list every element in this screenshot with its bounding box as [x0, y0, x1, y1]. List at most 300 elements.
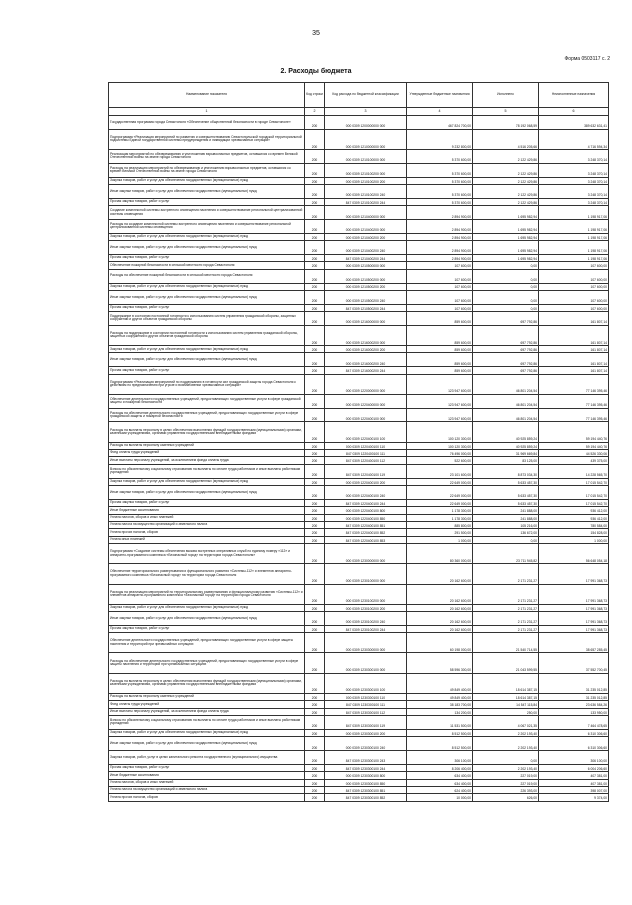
- row-approved-amount: 20 162 600,00: [407, 625, 473, 632]
- row-approved-amount: 20 162 600,00: [407, 584, 473, 604]
- row-unexecuted-amount: 1 198 917,06: [539, 206, 609, 220]
- row-approved-amount: 8 512 500,00: [407, 737, 473, 751]
- row-classification-code: 000 0309 1230300100 200: [325, 729, 407, 736]
- row-name: Расходы на обеспечение деятельности государственных учреждений, предоставляющих государственные услуги в сфере защиты населения и территорий при чрезвычайных ситуациях: [109, 653, 305, 673]
- row-name: Расходы на поддержание в состоянии постоянной готовности к использованию систем управления гражданской обороны, защитных сооружений и других объектов гражданской обороны: [109, 325, 305, 345]
- table-header: [109, 83, 609, 116]
- row-line-code: 200: [305, 653, 325, 673]
- row-name: Иные закупки товаров, работ и услуг для обеспечения государственных (муниципальных) нужд: [109, 353, 305, 367]
- row-executed-amount: 21 540 714,55: [473, 633, 539, 653]
- table-row: [109, 701, 609, 708]
- row-classification-code: 000 0309 1210500200 240: [325, 290, 407, 304]
- table-row: [109, 478, 609, 485]
- row-classification-code: 000 0309 1210100200 000: [325, 163, 407, 177]
- row-approved-amount: 2 894 900,00: [407, 206, 473, 220]
- row-executed-amount: 2 122 429,86: [473, 198, 539, 205]
- row-classification-code: 000 0309 1220400100 240: [325, 485, 407, 499]
- row-line-code: 200: [305, 394, 325, 408]
- row-approved-amount: 859 600,00: [407, 353, 473, 367]
- row-unexecuted-amount: 161 807,14: [539, 312, 609, 326]
- row-approved-amount: 20 162 600,00: [407, 612, 473, 626]
- row-line-code: 200: [305, 499, 325, 506]
- column-number: 3: [325, 108, 407, 116]
- row-classification-code: 847 0309 1220400100 111: [325, 450, 407, 457]
- row-classification-code: 847 0309 1220400100 851: [325, 521, 407, 528]
- row-name: Закупка товаров, работ и услуг для обеспечения государственных (муниципальных) нужд: [109, 233, 305, 240]
- row-approved-amount: 467 824 700,00: [407, 116, 473, 130]
- row-approved-amount: 123 947 600,00: [407, 374, 473, 394]
- row-unexecuted-amount: 59 194 440,76: [539, 442, 609, 449]
- row-unexecuted-amount: 161 807,14: [539, 346, 609, 353]
- row-line-code: 200: [305, 422, 325, 442]
- row-name: Уплата прочих налогов, сборов: [109, 529, 305, 536]
- row-unexecuted-amount: 133 950,00: [539, 708, 609, 715]
- row-executed-amount: 18 614 387,15: [473, 673, 539, 693]
- row-classification-code: 000 0309 1216000200 200: [325, 346, 407, 353]
- table-row: [109, 394, 609, 408]
- row-executed-amount: 2 171 231,27: [473, 604, 539, 611]
- row-line-code: 200: [305, 786, 325, 793]
- row-classification-code: 000 0309 1220400100 100: [325, 422, 407, 442]
- row-unexecuted-amount: 17 991 368,73: [539, 604, 609, 611]
- row-classification-code: 000 0309 1216000000 000: [325, 312, 407, 326]
- row-classification-code: 847 0309 1230300100 111: [325, 701, 407, 708]
- table-row: [109, 584, 609, 604]
- row-name: Расходы на обеспечение пожарной безопасности в сельской местности города Севастополя: [109, 269, 305, 283]
- table-row: [109, 786, 609, 793]
- row-line-code: 200: [305, 544, 325, 564]
- row-line-code: 200: [305, 564, 325, 584]
- row-line-code: 200: [305, 374, 325, 394]
- row-line-code: 200: [305, 457, 325, 464]
- row-name: Иные бюджетные ассигнования: [109, 507, 305, 514]
- row-executed-amount: 227 019,00: [473, 772, 539, 779]
- row-classification-code: 000 0309 1230000000 000: [325, 544, 407, 564]
- row-unexecuted-amount: 17 015 542,70: [539, 499, 609, 506]
- row-name: Уплата прочих налогов, сборов: [109, 794, 305, 801]
- table-row: [109, 219, 609, 233]
- table-row: [109, 485, 609, 499]
- row-approved-amount: 634 400,00: [407, 779, 473, 786]
- row-unexecuted-amount: 107 600,00: [539, 283, 609, 290]
- row-executed-amount: 2 202 193,40: [473, 764, 539, 771]
- table-row: [109, 184, 609, 198]
- row-classification-code: 000 0309 1230100200 000: [325, 584, 407, 604]
- row-unexecuted-amount: 1 198 917,06: [539, 219, 609, 233]
- row-name: Иные закупки товаров, работ и услуг для обеспечения государственных (муниципальных) нужд: [109, 737, 305, 751]
- table-row: [109, 116, 609, 130]
- row-name: Иные закупки товаров, работ и услуг для обеспечения государственных (муниципальных) нужд: [109, 241, 305, 255]
- row-unexecuted-amount: 161 807,14: [539, 367, 609, 374]
- row-unexecuted-amount: 77 146 395,46: [539, 374, 609, 394]
- table-row: [109, 536, 609, 543]
- row-unexecuted-amount: 107 600,00: [539, 269, 609, 283]
- row-approved-amount: 100 120 300,00: [407, 442, 473, 449]
- table-row: [109, 254, 609, 261]
- row-unexecuted-amount: 1 000,00: [539, 536, 609, 543]
- row-executed-amount: 4 516 205,66: [473, 129, 539, 149]
- row-unexecuted-amount: 31 235 012,85: [539, 673, 609, 693]
- row-name: Уплата налогов, сборов и иных платежей: [109, 779, 305, 786]
- row-approved-amount: 859 600,00: [407, 346, 473, 353]
- row-line-code: 200: [305, 206, 325, 220]
- row-approved-amount: 624 400,00: [407, 786, 473, 793]
- table-row: [109, 729, 609, 736]
- row-line-code: 200: [305, 507, 325, 514]
- row-classification-code: 000 0309 1230100200 200: [325, 604, 407, 611]
- column-number: 1: [109, 108, 305, 116]
- row-approved-amount: 5 370 600,00: [407, 163, 473, 177]
- column-header-code: Код строки: [305, 83, 325, 108]
- column-header-name: Наименование показателя: [109, 83, 305, 108]
- table-row: [109, 653, 609, 673]
- table-row: [109, 514, 609, 521]
- row-name: Прочая закупка товаров, работ и услуг: [109, 764, 305, 771]
- row-unexecuted-amount: 161 807,14: [539, 325, 609, 345]
- row-line-code: 200: [305, 633, 325, 653]
- row-classification-code: 000 0309 1230300100 800: [325, 772, 407, 779]
- row-approved-amount: 107 600,00: [407, 262, 473, 269]
- section-title: 2. Расходы бюджета: [280, 68, 352, 75]
- row-classification-code: 000 0309 1220000000 000: [325, 374, 407, 394]
- row-line-code: 200: [305, 408, 325, 422]
- row-name: Подпрограмма «Создание системы обеспечения вызова экстренных оперативных служб по единому номеру «112» и аппаратно-программного комплекса «Безопасный город» на территории города Севастополя»: [109, 544, 305, 564]
- row-line-code: 200: [305, 442, 325, 449]
- row-approved-amount: 634 400,00: [407, 772, 473, 779]
- row-executed-amount: 1 695 982,94: [473, 233, 539, 240]
- row-line-code: 200: [305, 708, 325, 715]
- row-unexecuted-amount: 1 198 917,06: [539, 233, 609, 240]
- row-executed-amount: 46 801 204,54: [473, 394, 539, 408]
- row-line-code: 200: [305, 750, 325, 764]
- row-approved-amount: 134 200,00: [407, 708, 473, 715]
- row-name: Иные закупки товаров, работ и услуг для обеспечения государственных (муниципальных) нужд: [109, 485, 305, 499]
- row-line-code: 200: [305, 353, 325, 367]
- row-executed-amount: 0,00: [473, 269, 539, 283]
- row-executed-amount: 0,00: [473, 283, 539, 290]
- row-classification-code: 000 0309 1230300100 110: [325, 693, 407, 700]
- row-classification-code: 847 0309 1230100200 244: [325, 625, 407, 632]
- row-classification-code: 000 0309 1210100000 000: [325, 149, 407, 163]
- table-row: [109, 507, 609, 514]
- row-classification-code: 000 0309 1216000200 000: [325, 325, 407, 345]
- expenditure-table: [108, 82, 609, 802]
- table-row: [109, 367, 609, 374]
- row-unexecuted-amount: 17 991 368,73: [539, 584, 609, 604]
- row-line-code: 200: [305, 233, 325, 240]
- row-classification-code: 000 0309 1230300100 850: [325, 779, 407, 786]
- row-unexecuted-amount: 6 310 306,60: [539, 737, 609, 751]
- row-approved-amount: 2 894 900,00: [407, 254, 473, 261]
- row-classification-code: 000 0309 1220400000 000: [325, 394, 407, 408]
- row-line-code: 200: [305, 529, 325, 536]
- row-approved-amount: 20 162 600,00: [407, 604, 473, 611]
- row-classification-code: 000 0309 1210500200 200: [325, 283, 407, 290]
- row-approved-amount: 522 600,00: [407, 457, 473, 464]
- row-executed-amount: 0,00: [473, 536, 539, 543]
- row-line-code: 200: [305, 737, 325, 751]
- row-classification-code: 847 0309 1230300100 243: [325, 750, 407, 764]
- row-line-code: 200: [305, 116, 325, 130]
- row-line-code: 200: [305, 184, 325, 198]
- row-executed-amount: 2 171 231,27: [473, 612, 539, 626]
- row-name: Закупка товаров, работ и услуг для обеспечения государственных (муниципальных) нужд: [109, 478, 305, 485]
- row-name: Взносы по обязательному социальному страхованию на выплаты по оплате труда работников и иные выплаты работникам учреждений: [109, 716, 305, 730]
- table-row: [109, 129, 609, 149]
- row-executed-amount: 2 171 231,27: [473, 584, 539, 604]
- row-name: Прочая закупка товаров, работ и услуг: [109, 367, 305, 374]
- row-name: Обеспечение деятельности государственных учреждений, предоставляющих государственные услуги в сфере защиты населения и территорий при чрезвычайных ситуациях: [109, 633, 305, 653]
- table-row: [109, 442, 609, 449]
- row-classification-code: 000 0309 1230300100 240: [325, 737, 407, 751]
- row-classification-code: 000 0309 1210100200 240: [325, 184, 407, 198]
- row-unexecuted-amount: 77 146 395,46: [539, 394, 609, 408]
- row-line-code: 200: [305, 794, 325, 801]
- table-row: [109, 450, 609, 457]
- row-name: Закупка товаров, работ, услуг в целях капитального ремонта государственного (муниципального) имущества: [109, 750, 305, 764]
- row-unexecuted-amount: 107 600,00: [539, 304, 609, 311]
- row-executed-amount: 226 393,00: [473, 786, 539, 793]
- table-row: [109, 779, 609, 786]
- row-line-code: 200: [305, 764, 325, 771]
- row-name: Поддержание в состоянии постоянной готовности к использованию систем управления гражданской обороны, защитных сооружений и других объектов гражданской обороны: [109, 312, 305, 326]
- row-classification-code: 000 0309 1230300000 000: [325, 633, 407, 653]
- row-classification-code: 847 0309 1230300100 244: [325, 764, 407, 771]
- table-row: [109, 521, 609, 528]
- row-classification-code: 847 0309 1216000200 244: [325, 367, 407, 374]
- row-executed-amount: 1 695 982,94: [473, 254, 539, 261]
- row-line-code: 200: [305, 701, 325, 708]
- row-unexecuted-amount: 3 248 370,14: [539, 177, 609, 184]
- row-unexecuted-amount: 398 007,00: [539, 786, 609, 793]
- row-approved-amount: 107 600,00: [407, 290, 473, 304]
- table-row: [109, 269, 609, 283]
- table-row: [109, 693, 609, 700]
- row-approved-amount: 100 120 300,00: [407, 422, 473, 442]
- row-approved-amount: 123 947 600,00: [407, 408, 473, 422]
- column-header-unexecuted: Неисполненные назначения: [539, 83, 609, 108]
- row-line-code: 200: [305, 254, 325, 261]
- row-name: Закупка товаров, работ и услуг для обеспечения государственных (муниципальных) нужд: [109, 729, 305, 736]
- column-header-approved: Утвержденные бюджетные назначения: [407, 83, 473, 108]
- column-number: 4: [407, 108, 473, 116]
- row-name: Взносы по обязательному социальному страхованию на выплаты по оплате труда работников и иные выплаты работникам учреждений: [109, 464, 305, 478]
- row-unexecuted-amount: 936 412,00: [539, 507, 609, 514]
- row-executed-amount: 697 792,86: [473, 367, 539, 374]
- row-executed-amount: 4 067 021,35: [473, 716, 539, 730]
- row-executed-amount: 31 969 669,84: [473, 450, 539, 457]
- row-executed-amount: 14 547 115,84: [473, 701, 539, 708]
- row-line-code: 200: [305, 346, 325, 353]
- row-classification-code: 847 0309 1220400100 244: [325, 499, 407, 506]
- row-classification-code: 000 0309 1210400200 200: [325, 233, 407, 240]
- row-unexecuted-amount: 3 248 370,14: [539, 184, 609, 198]
- row-name: Государственная программа города Севастополя «Обеспечение общественной безопасности в городе Севастополе»: [109, 116, 305, 130]
- row-unexecuted-amount: 77 146 395,46: [539, 408, 609, 422]
- row-executed-amount: 697 792,86: [473, 353, 539, 367]
- row-executed-amount: 626,00: [473, 794, 539, 801]
- row-name: Реализация мероприятий по обезвреживанию и уничтожению взрывоопасных предметов, оставшихся со времен Великой Отечественной войны на земле города Севастополя: [109, 149, 305, 163]
- row-unexecuted-amount: 17 991 368,73: [539, 564, 609, 584]
- row-classification-code: 000 0309 1220400100 000: [325, 408, 407, 422]
- row-approved-amount: 22 649 000,00: [407, 485, 473, 499]
- row-name: Иные бюджетные ассигнования: [109, 772, 305, 779]
- row-executed-amount: 8 873 034,30: [473, 464, 539, 478]
- table-row: [109, 206, 609, 220]
- row-line-code: 200: [305, 325, 325, 345]
- row-executed-amount: 697 792,86: [473, 312, 539, 326]
- row-name: Расходы на обеспечение деятельности государственных учреждений, предоставляющих государственные услуги в сфере гражданской защиты и пожарной безопасности: [109, 408, 305, 422]
- row-line-code: 200: [305, 312, 325, 326]
- row-name: Расходы на выплаты персоналу в целях обеспечения выполнения функций государственными (муниципальными) органами, казенными учреждениями, органами управления государственными внебюджетными фондами: [109, 673, 305, 693]
- table-row: [109, 163, 609, 177]
- row-name: Иные закупки товаров, работ и услуг для обеспечения государственных (муниципальных) нужд: [109, 612, 305, 626]
- row-name: Иные выплаты персоналу учреждений, за исключением фонда оплаты труда: [109, 708, 305, 715]
- row-line-code: 200: [305, 521, 325, 528]
- row-approved-amount: 107 600,00: [407, 269, 473, 283]
- row-executed-amount: 21 043 599,55: [473, 653, 539, 673]
- row-classification-code: 000 0309 1200000000 000: [325, 116, 407, 130]
- row-name: Обеспечение пожарной безопасности в сельской местности города Севастополя: [109, 262, 305, 269]
- row-executed-amount: 2 202 193,40: [473, 729, 539, 736]
- table-row: [109, 353, 609, 367]
- row-classification-code: 847 0309 1230300100 852: [325, 794, 407, 801]
- row-unexecuted-amount: 9 374,00: [539, 794, 609, 801]
- row-approved-amount: 885 800,00: [407, 521, 473, 528]
- row-executed-amount: 241 888,00: [473, 507, 539, 514]
- row-unexecuted-amount: 14 228 565,70: [539, 464, 609, 478]
- row-line-code: 200: [305, 163, 325, 177]
- row-unexecuted-amount: 6 004 206,60: [539, 764, 609, 771]
- row-approved-amount: 58 596 300,00: [407, 653, 473, 673]
- row-line-code: 200: [305, 241, 325, 255]
- row-name: Обеспечение территориального развертывания и функционального развития «Системы-112» и элементов аппаратно-программного комплекса «Безопасный город» на территории города Севастополя: [109, 564, 305, 584]
- row-unexecuted-amount: 17 991 368,73: [539, 625, 609, 632]
- row-classification-code: 000 0309 1220400100 800: [325, 507, 407, 514]
- row-name: Фонд оплаты труда учреждений: [109, 450, 305, 457]
- row-name: Прочая закупка товаров, работ и услуг: [109, 198, 305, 205]
- row-executed-amount: 2 171 231,27: [473, 564, 539, 584]
- table-row: [109, 625, 609, 632]
- row-unexecuted-amount: 439 375,00: [539, 457, 609, 464]
- row-name: Расходы на выплаты персоналу казенных учреждений: [109, 693, 305, 700]
- table-row: [109, 544, 609, 564]
- row-line-code: 200: [305, 219, 325, 233]
- row-line-code: 200: [305, 514, 325, 521]
- row-approved-amount: 1 178 300,00: [407, 507, 473, 514]
- row-name: Прочая закупка товаров, работ и услуг: [109, 304, 305, 311]
- column-number: 6: [539, 108, 609, 116]
- row-executed-amount: 136 672,00: [473, 529, 539, 536]
- table-row: [109, 633, 609, 653]
- row-unexecuted-amount: 306 100,00: [539, 750, 609, 764]
- row-executed-amount: 46 801 204,54: [473, 374, 539, 394]
- row-classification-code: 847 0309 1210100200 244: [325, 198, 407, 205]
- table-row: [109, 529, 609, 536]
- row-executed-amount: 2 122 429,86: [473, 177, 539, 184]
- row-executed-amount: 2 122 429,86: [473, 184, 539, 198]
- row-executed-amount: 1 695 982,94: [473, 241, 539, 255]
- form-number: Форма 0503117 с. 2: [564, 56, 610, 62]
- row-line-code: 200: [305, 779, 325, 786]
- row-classification-code: 847 0309 1230300100 851: [325, 786, 407, 793]
- row-line-code: 200: [305, 177, 325, 184]
- row-approved-amount: 8 512 500,00: [407, 729, 473, 736]
- row-approved-amount: 10 000,00: [407, 794, 473, 801]
- row-unexecuted-amount: 780 584,00: [539, 521, 609, 528]
- table-row: [109, 604, 609, 611]
- column-header-classification: Код расхода по бюджетной классификации: [325, 83, 407, 108]
- column-number: 2: [305, 108, 325, 116]
- row-line-code: 200: [305, 716, 325, 730]
- row-approved-amount: 291 500,00: [407, 529, 473, 536]
- table-row: [109, 422, 609, 442]
- row-approved-amount: 49 849 400,00: [407, 693, 473, 700]
- row-classification-code: 000 0309 1230100000 000: [325, 564, 407, 584]
- row-name: Уплата налога на имущество организаций и земельного налога: [109, 786, 305, 793]
- row-approved-amount: 107 600,00: [407, 304, 473, 311]
- row-executed-amount: 250,00: [473, 708, 539, 715]
- page-number: 35: [312, 30, 320, 37]
- row-classification-code: 847 0309 1230300100 119: [325, 716, 407, 730]
- row-approved-amount: 1 178 300,00: [407, 514, 473, 521]
- row-name: Расходы на выплаты персоналу в целях обеспечения выполнения функций государственными (муниципальными) органами, казенными учреждениями, органами управления государственными внебюджетными фондами: [109, 422, 305, 442]
- table-row: [109, 794, 609, 801]
- row-unexecuted-amount: 31 235 012,85: [539, 693, 609, 700]
- row-approved-amount: 306 100,00: [407, 750, 473, 764]
- row-approved-amount: 20 162 600,00: [407, 564, 473, 584]
- row-line-code: 200: [305, 269, 325, 283]
- table-row: [109, 764, 609, 771]
- row-name: Иные выплаты персоналу учреждений, за исключением фонда оплаты труда: [109, 457, 305, 464]
- row-line-code: 200: [305, 478, 325, 485]
- row-approved-amount: 9 232 800,00: [407, 129, 473, 149]
- row-name: Уплата налогов, сборов и иных платежей: [109, 514, 305, 521]
- row-name: Расходы на создание комплексной системы экстренного оповещения населения и совершенствование региональной централизованной системы оповещения: [109, 219, 305, 233]
- row-classification-code: 847 0309 1220400100 112: [325, 457, 407, 464]
- table-row: [109, 241, 609, 255]
- row-executed-amount: 0,00: [473, 290, 539, 304]
- row-approved-amount: 76 496 000,00: [407, 450, 473, 457]
- row-line-code: 200: [305, 464, 325, 478]
- row-unexecuted-amount: 407 381,00: [539, 779, 609, 786]
- row-unexecuted-amount: 4 716 594,34: [539, 129, 609, 149]
- row-classification-code: 000 0309 1210500200 000: [325, 269, 407, 283]
- row-approved-amount: 107 600,00: [407, 283, 473, 290]
- column-number: 5: [473, 108, 539, 116]
- table-row: [109, 304, 609, 311]
- row-name: Закупка товаров, работ и услуг для обеспечения государственных (муниципальных) нужд: [109, 283, 305, 290]
- row-classification-code: 847 0309 1210500200 244: [325, 304, 407, 311]
- row-approved-amount: 1 000,00: [407, 536, 473, 543]
- row-classification-code: 000 0309 1210500000 000: [325, 262, 407, 269]
- row-line-code: 200: [305, 367, 325, 374]
- row-name: Подпрограмма «Реализация мероприятий по развитию и совершенствованию Севастопольской городской территориальной подсистемы Единой государственной системы предупреждения и ликвидации чрезвычайных ситуаций»: [109, 129, 305, 149]
- row-line-code: 200: [305, 485, 325, 499]
- row-approved-amount: 5 370 600,00: [407, 184, 473, 198]
- row-unexecuted-amount: 17 991 368,73: [539, 612, 609, 626]
- row-classification-code: 000 0309 1230300100 100: [325, 673, 407, 693]
- row-executed-amount: 5 633 457,30: [473, 499, 539, 506]
- table-row: [109, 457, 609, 464]
- row-executed-amount: 5 633 457,30: [473, 485, 539, 499]
- row-executed-amount: 241 888,00: [473, 514, 539, 521]
- row-executed-amount: 18 614 387,15: [473, 693, 539, 700]
- row-unexecuted-amount: 38 657 285,45: [539, 633, 609, 653]
- row-classification-code: 000 0309 1210400200 240: [325, 241, 407, 255]
- row-classification-code: 000 0309 1220400100 110: [325, 442, 407, 449]
- row-name: Фонд оплаты труда учреждений: [109, 701, 305, 708]
